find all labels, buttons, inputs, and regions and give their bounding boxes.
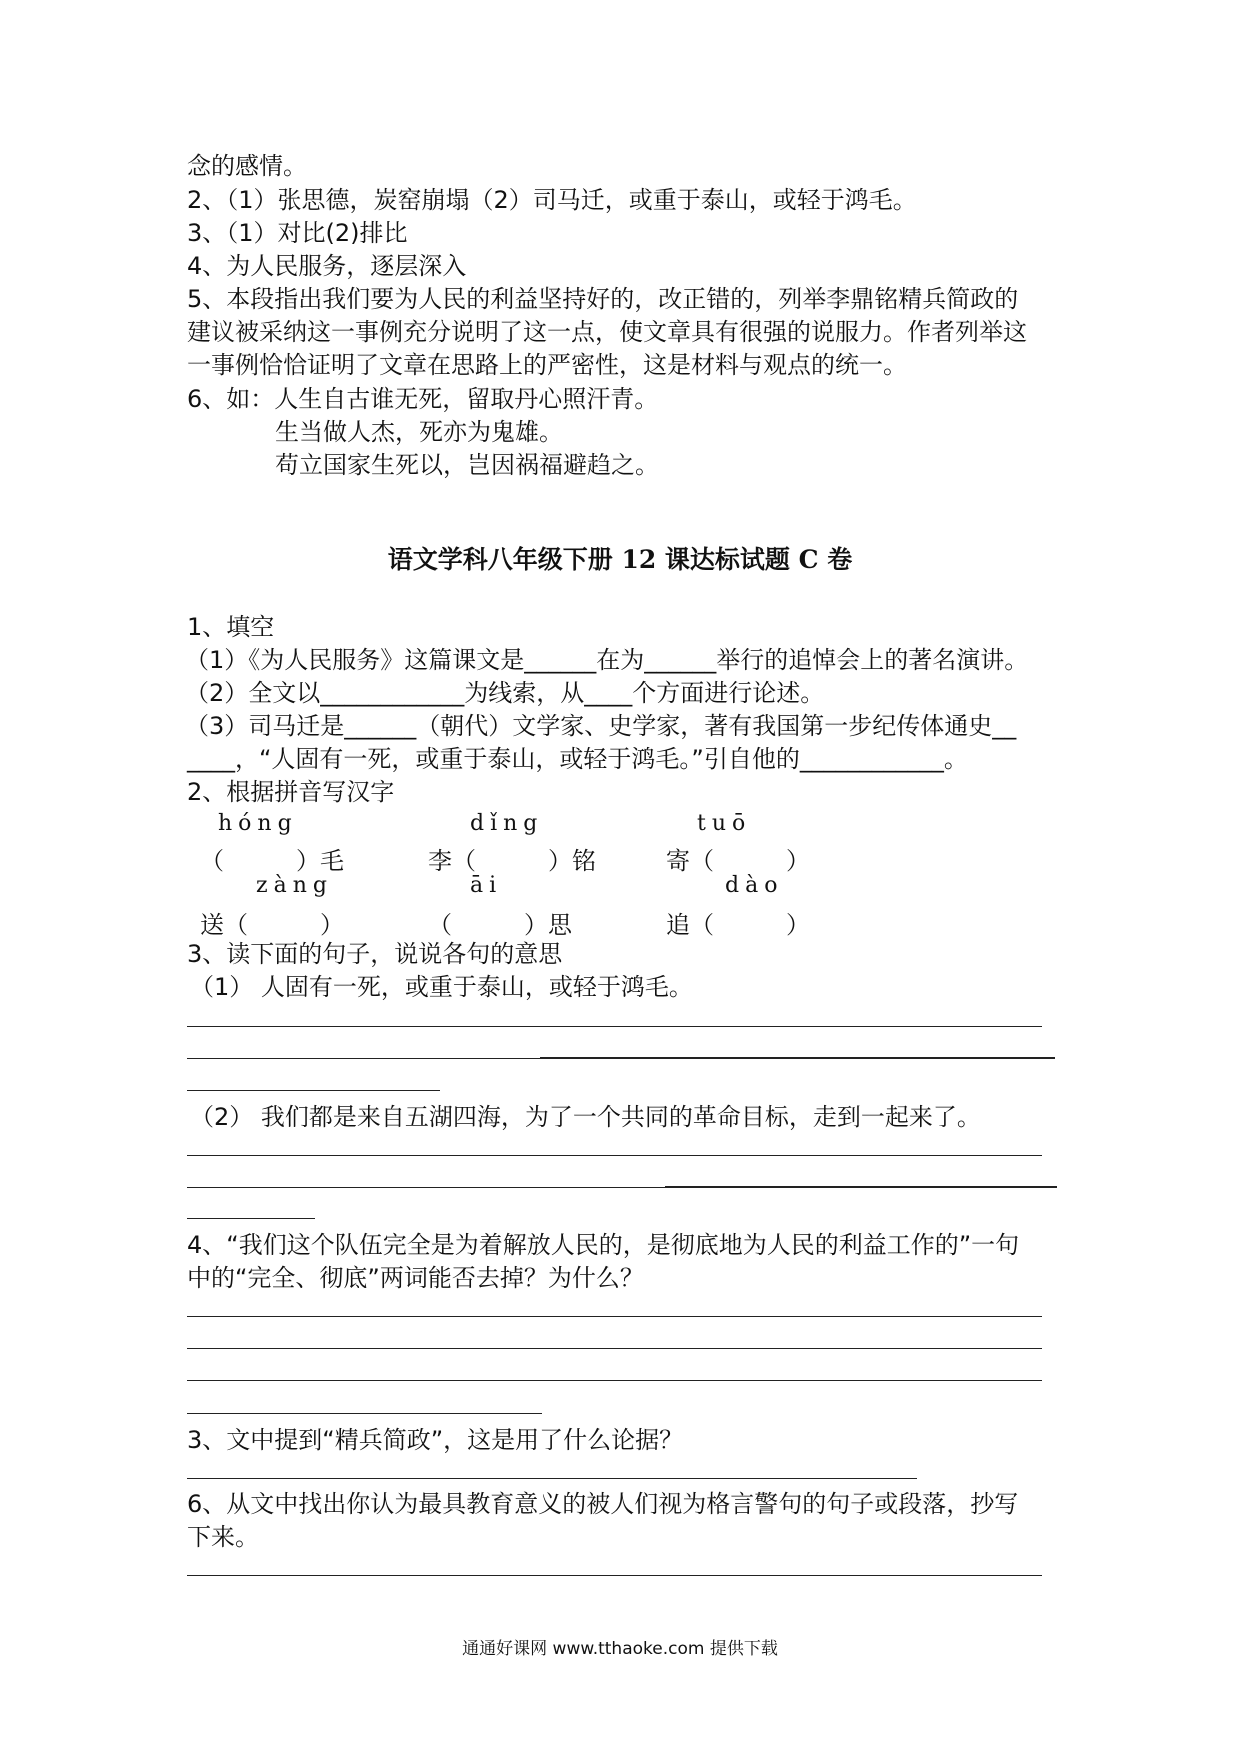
- question-line: （1） 人固有一死，或重于泰山，或轻于鸿毛。: [190, 973, 693, 1001]
- answer-rule[interactable]: [187, 1575, 1042, 1576]
- question-line: ____，“人固有一死，或重于泰山，或轻于鸿毛。”引自他的____________。: [187, 745, 968, 773]
- answer-rule[interactable]: [187, 1380, 1042, 1381]
- question-line: （2） 我们都是来自五湖四海，为了一个共同的革命目标，走到一起来了。: [190, 1103, 981, 1131]
- question-line: 下来。: [187, 1523, 259, 1551]
- question-heading: 3、读下面的句子，说说各句的意思: [187, 940, 563, 968]
- answer-line: 一事例恰恰证明了文章在思路上的严密性，这是材料与观点的统一。: [187, 351, 907, 379]
- pinyin: dǐng: [470, 811, 544, 836]
- question-line: （2）全文以____________为线索，从____个方面进行论述。: [185, 679, 825, 707]
- answer-rule[interactable]: [187, 1478, 917, 1479]
- answer-rule[interactable]: [187, 1413, 542, 1414]
- answer-rule[interactable]: [665, 1186, 1057, 1188]
- question-line: 4、“我们这个队伍完全是为着解放人民的，是彻底地为人民的利益工作的”一句: [187, 1231, 1020, 1259]
- answer-line: 4、为人民服务，逐层深入: [187, 252, 467, 280]
- question-line: 3、文中提到“精兵简政”，这是用了什么论据？: [187, 1426, 684, 1454]
- question-heading: 1、填空: [187, 613, 275, 641]
- char-blank: （ ）思: [428, 911, 572, 939]
- footer-credit: 通通好课网 www.tthaoke.com 提供下载: [462, 1639, 778, 1659]
- question-line: （3）司马迁是______（朝代）文学家、史学家，著有我国第一步纪传体通史__: [185, 712, 1017, 740]
- pinyin: āi: [470, 873, 503, 898]
- answer-line: 3、（1）对比(2)排比: [187, 219, 408, 247]
- answer-line: 2、（1）张思德，炭窑崩塌（2）司马迁，或重于泰山，或轻于鸿毛。: [187, 186, 917, 214]
- char-blank: 送（ ）: [200, 911, 344, 939]
- question-heading: 2、根据拼音写汉字: [187, 778, 395, 806]
- question-line: 6、从文中找出你认为最具教育意义的被人们视为格言警句的句子或段落，抄写: [187, 1490, 1019, 1518]
- answer-rule[interactable]: [187, 1026, 1042, 1027]
- question-line: 中的“完全、彻底”两词能否去掉？为什么？: [187, 1264, 644, 1292]
- pinyin: tuō: [697, 811, 752, 836]
- answer-rule[interactable]: [187, 1316, 1042, 1317]
- answer-rule[interactable]: [187, 1058, 542, 1059]
- answer-rule[interactable]: [187, 1187, 667, 1188]
- answer-rule[interactable]: [187, 1090, 440, 1091]
- char-blank: 李（ ）铭: [428, 847, 596, 875]
- answer-line: 建议被采纳这一事例充分说明了这一点，使文章具有很强的说服力。作者列举这: [187, 318, 1027, 346]
- answer-rule[interactable]: [187, 1218, 315, 1219]
- answer-rule[interactable]: [540, 1057, 1055, 1059]
- answer-line: 6、如：人生自古谁无死，留取丹心照汗青。: [187, 385, 659, 413]
- pinyin: hóng: [218, 811, 298, 836]
- pinyin: dào: [725, 873, 784, 898]
- char-blank: 追（ ）: [666, 911, 810, 939]
- answer-rule[interactable]: [187, 1155, 1042, 1156]
- answer-line: 5、本段指出我们要为人民的利益坚持好的，改正错的，列举李鼎铭精兵简政的: [187, 285, 1019, 313]
- answer-line: 生当做人杰，死亦为鬼雄。: [275, 418, 563, 446]
- char-blank: 寄（ ）: [666, 847, 810, 875]
- pinyin: zàng: [256, 873, 333, 898]
- answer-line: 苟立国家生死以，岂因祸福避趋之。: [275, 451, 659, 479]
- answer-rule[interactable]: [187, 1348, 1042, 1349]
- test-title: 语文学科八年级下册 12 课达标试题 C 卷: [387, 545, 853, 574]
- answer-line: 念的感情。: [187, 152, 307, 180]
- char-blank: （ ）毛: [200, 847, 344, 875]
- question-line: （1）《为人民服务》这篇课文是______在为______举行的追悼会上的著名演讲。: [185, 646, 1029, 674]
